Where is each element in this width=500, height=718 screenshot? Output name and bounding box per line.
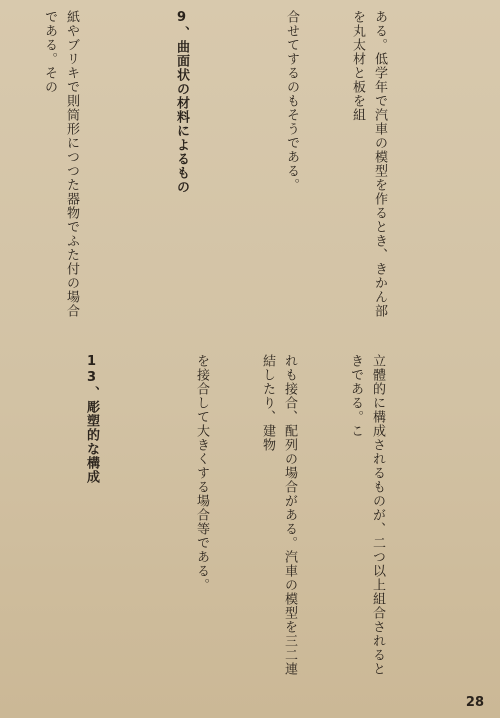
text-line: 紙やブリキで則筒形につつた器物でふた付の場合である。その [42, 10, 79, 318]
page-number: 28 [465, 695, 484, 710]
text-line: ある。低学年で汽車の模型を作るとき、きかん部を丸太材と板を組 [350, 10, 387, 318]
text-line: れも接合、配列の場合がある。汽車の模型を三二連結したり、建物 [260, 354, 297, 676]
text-line: を接合して大きくする場合等である。 [194, 354, 209, 592]
text-line: 立體的に構成されるものが、二つ以上組合されるときである。こ [348, 354, 385, 676]
upper-text-block [22, 10, 478, 328]
paragraph [0, 354, 36, 676]
paragraph [0, 10, 126, 328]
text-line: 合せてするのもそうである。 [284, 10, 299, 192]
section-heading-13: 13、彫塑的な構成 [84, 354, 99, 484]
lower-text-block [20, 354, 476, 676]
paragraph [236, 10, 434, 328]
paragraph [146, 354, 432, 676]
section-heading-9: 9、曲面状の材料によるもの [174, 10, 189, 194]
